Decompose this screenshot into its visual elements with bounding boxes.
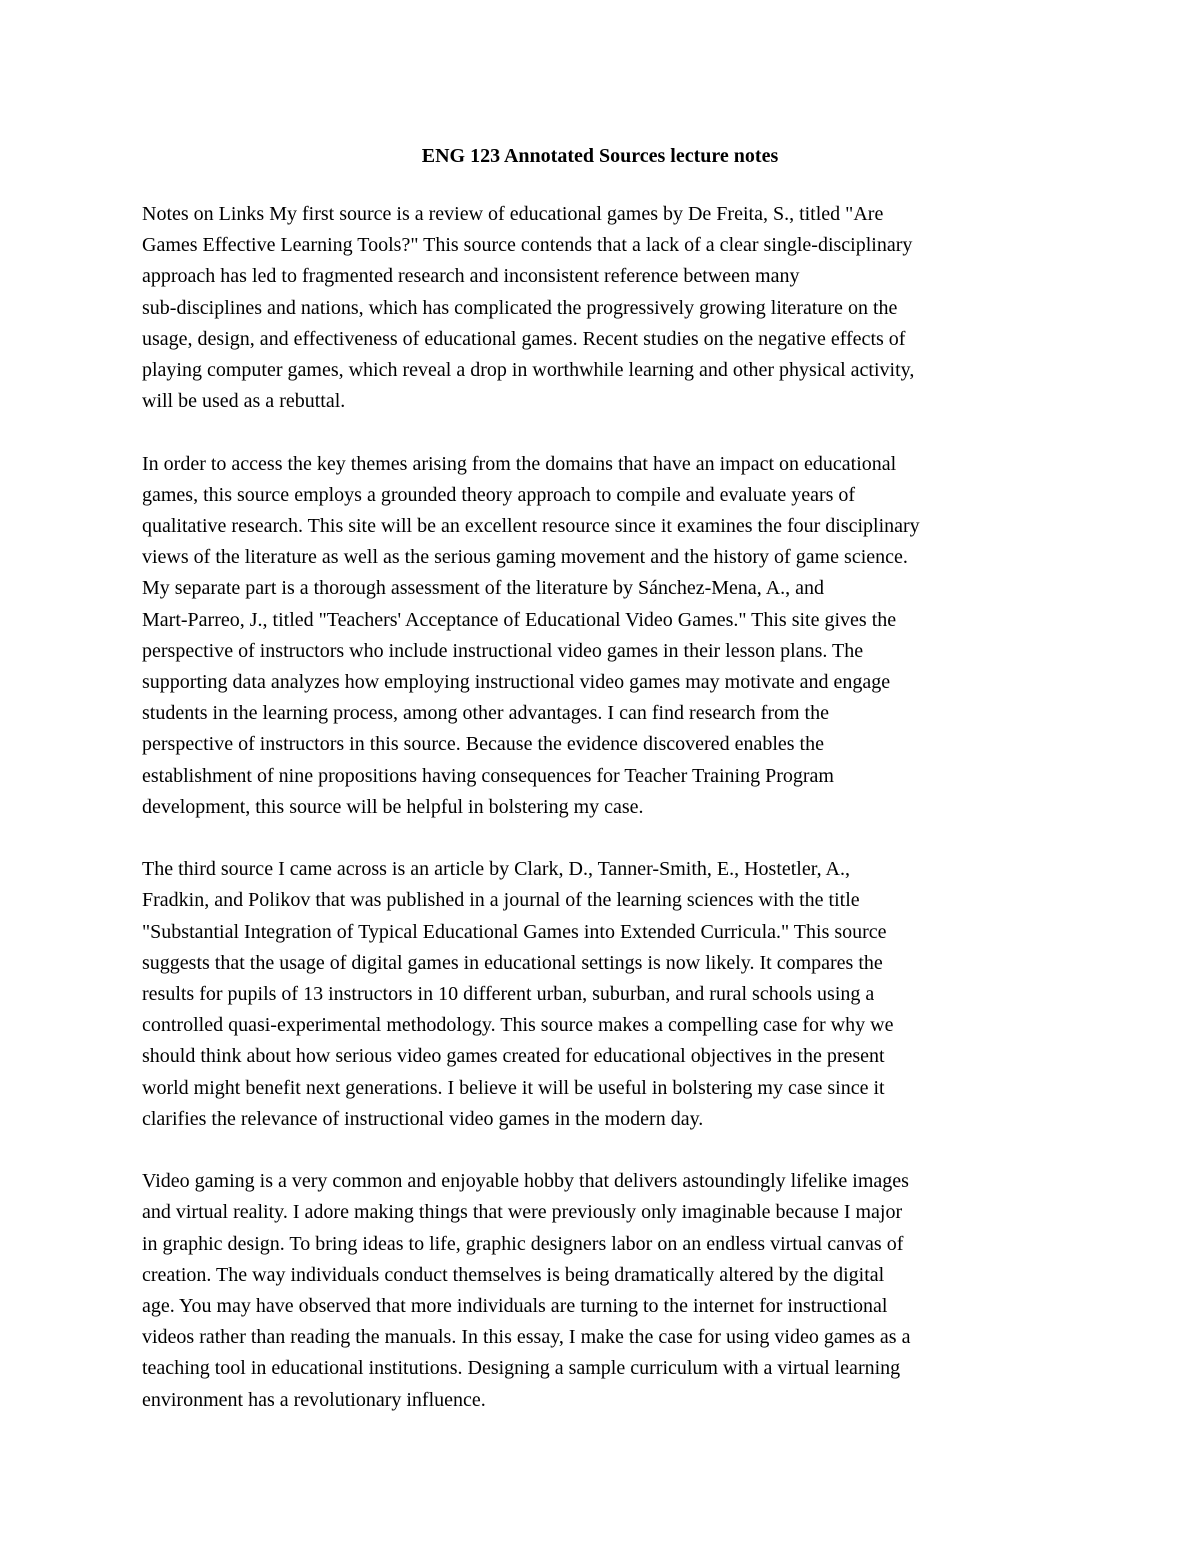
paragraph-1 bbox=[142, 199, 1072, 417]
text-line: teaching tool in educational institutions. Designing a sample curriculum with a virtual learning bbox=[142, 1357, 901, 1380]
text-line: sub-disciplines and nations, which has complicated the progressively growing literature on the bbox=[142, 296, 898, 319]
text-line: will be used as a rebuttal. bbox=[142, 390, 346, 413]
text-line: world might benefit next generations. I believe it will be useful in bolstering my case since it bbox=[142, 1076, 885, 1099]
text-line: games, this source employs a grounded theory approach to compile and evaluate years of bbox=[142, 483, 856, 506]
text-line: Mart-Parreo, J., titled "Teachers' Acceptance of Educational Video Games." This site gives the bbox=[142, 608, 897, 631]
document-title: ENG 123 Annotated Sources lecture notes bbox=[421, 145, 779, 167]
paragraph-3 bbox=[142, 854, 1072, 1135]
text-line: usage, design, and effectiveness of educational games. Recent studies on the negative effects of bbox=[142, 327, 906, 350]
text-line: My separate part is a thorough assessment of the literature by Sánchez-Mena, A., and bbox=[142, 577, 825, 600]
paragraph-4 bbox=[142, 1166, 1072, 1416]
text-line: The third source I came across is an article by Clark, D., Tanner-Smith, E., Hostetler, A., bbox=[142, 858, 850, 881]
text-line: approach has led to fragmented research and inconsistent reference between many bbox=[142, 265, 800, 288]
text-line: suggests that the usage of digital games in educational settings is now likely. It compares the bbox=[142, 951, 883, 974]
text-line: views of the literature as well as the serious gaming movement and the history of game science. bbox=[142, 546, 908, 569]
text-line: In order to access the key themes arising from the domains that have an impact on educational bbox=[142, 452, 897, 475]
text-line: should think about how serious video games created for educational objectives in the present bbox=[142, 1045, 885, 1068]
text-line: age. You may have observed that more individuals are turning to the internet for instructional bbox=[142, 1295, 888, 1318]
text-line: controlled quasi-experimental methodology. This source makes a compelling case for why we bbox=[142, 1014, 894, 1037]
text-line: clarifies the relevance of instructional video games in the modern day. bbox=[142, 1107, 704, 1130]
text-line: perspective of instructors in this source. Because the evidence discovered enables the bbox=[142, 733, 824, 756]
text-line: perspective of instructors who include instructional video games in their lesson plans. The bbox=[142, 639, 864, 662]
text-line: Fradkin, and Polikov that was published in a journal of the learning sciences with the title bbox=[142, 889, 860, 912]
document-body bbox=[142, 199, 1072, 1416]
paragraph-2 bbox=[142, 449, 1072, 823]
text-line: supporting data analyzes how employing instructional video games may motivate and engage bbox=[142, 671, 891, 694]
text-line: development, this source will be helpful in bolstering my case. bbox=[142, 795, 644, 818]
text-line: Notes on Links My first source is a review of educational games by De Freita, S., titled "Are bbox=[142, 203, 884, 225]
text-line: qualitative research. This site will be an excellent resource since it examines the four disciplinary bbox=[142, 515, 920, 538]
text-line: in graphic design. To bring ideas to life, graphic designers labor on an endless virtual canvas of bbox=[142, 1232, 904, 1255]
text-line: creation. The way individuals conduct themselves is being dramatically altered by the digital bbox=[142, 1263, 885, 1286]
text-line: playing computer games, which reveal a drop in worthwhile learning and other physical activity, bbox=[142, 359, 915, 382]
text-line: establishment of nine propositions having consequences for Teacher Training Program bbox=[142, 764, 834, 787]
text-line: "Substantial Integration of Typical Educational Games into Extended Curricula." This source bbox=[142, 920, 887, 943]
text-line: students in the learning process, among other advantages. I can find research from the bbox=[142, 702, 829, 725]
text-line: Games Effective Learning Tools?" This source contends that a lack of a clear single-disciplinary bbox=[142, 234, 913, 257]
text-line: and virtual reality. I adore making things that were previously only imaginable because I major bbox=[142, 1201, 903, 1224]
text-line: Video gaming is a very common and enjoyable hobby that delivers astoundingly lifelike images bbox=[142, 1170, 909, 1193]
text-line: videos rather than reading the manuals. In this essay, I make the case for using video games as a bbox=[142, 1326, 911, 1349]
text-line: environment has a revolutionary influence. bbox=[142, 1388, 486, 1411]
text-line: results for pupils of 13 instructors in 10 different urban, suburban, and rural schools using a bbox=[142, 983, 875, 1006]
